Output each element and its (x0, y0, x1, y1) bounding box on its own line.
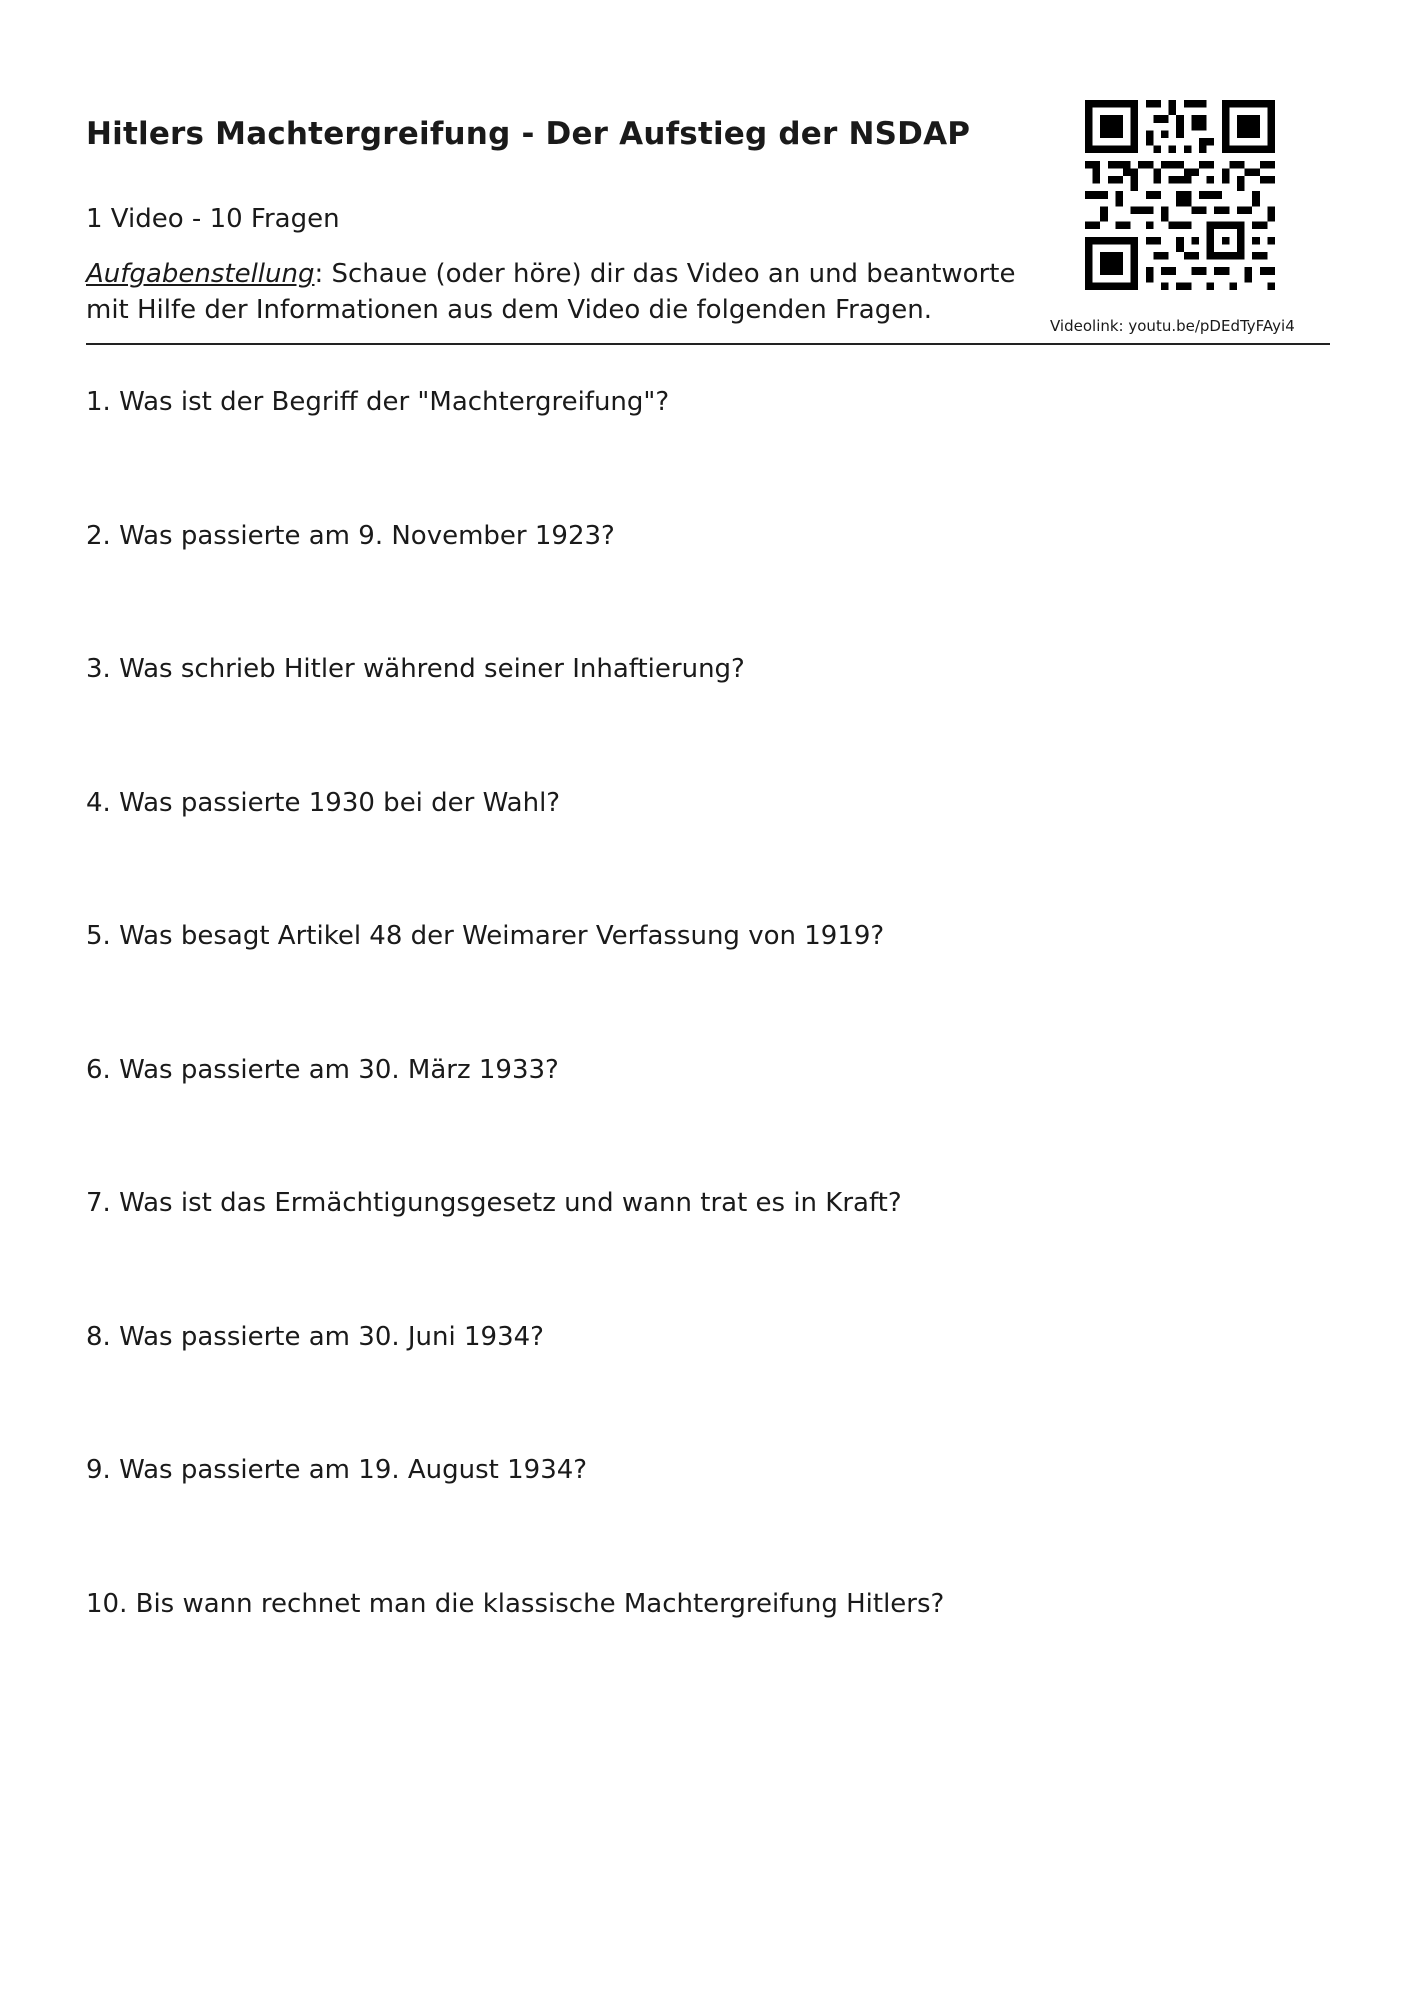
video-link[interactable]: Videolink: youtu.be/pDEdTyFAyi4 (1050, 317, 1295, 335)
instruction-label: Aufgabenstellung (86, 259, 315, 289)
question-2: 2. Was passierte am 9. November 1923? (86, 520, 615, 551)
question-8: 8. Was passierte am 30. Juni 1934? (86, 1321, 544, 1352)
question-6: 6. Was passierte am 30. März 1933? (86, 1054, 559, 1085)
page-title: Hitlers Machtergreifung - Der Aufstieg der NSDAP (86, 116, 971, 152)
question-7: 7. Was ist das Ermächtigungsgesetz und wann trat es in Kraft? (86, 1188, 902, 1218)
question-10: 10. Bis wann rechnet man die klassische Machtergreifung Hitlers? (86, 1588, 945, 1619)
question-9: 9. Was passierte am 19. August 1934? (86, 1455, 588, 1485)
question-5: 5. Was besagt Artikel 48 der Weimarer Verfassung von 1919? (86, 921, 885, 951)
page-subtitle: 1 Video - 10 Fragen (86, 204, 340, 234)
question-list (86, 386, 944, 1721)
question-4: 4. Was passierte 1930 bei der Wahl? (86, 787, 561, 818)
question-1: 1. Was ist der Begriff der "Machtergreifung"? (86, 387, 670, 417)
header-divider (86, 343, 1330, 345)
instruction-text (86, 256, 1026, 328)
question-3: 3. Was schrieb Hitler während seiner Inhaftierung? (86, 654, 745, 684)
instruction-body: : Schaue (oder höre) dir das Video an und beantworte mit Hilfe der Informationen aus dem Video die folgenden Fragen. (86, 259, 1016, 325)
qr-code-icon[interactable] (1085, 100, 1275, 290)
